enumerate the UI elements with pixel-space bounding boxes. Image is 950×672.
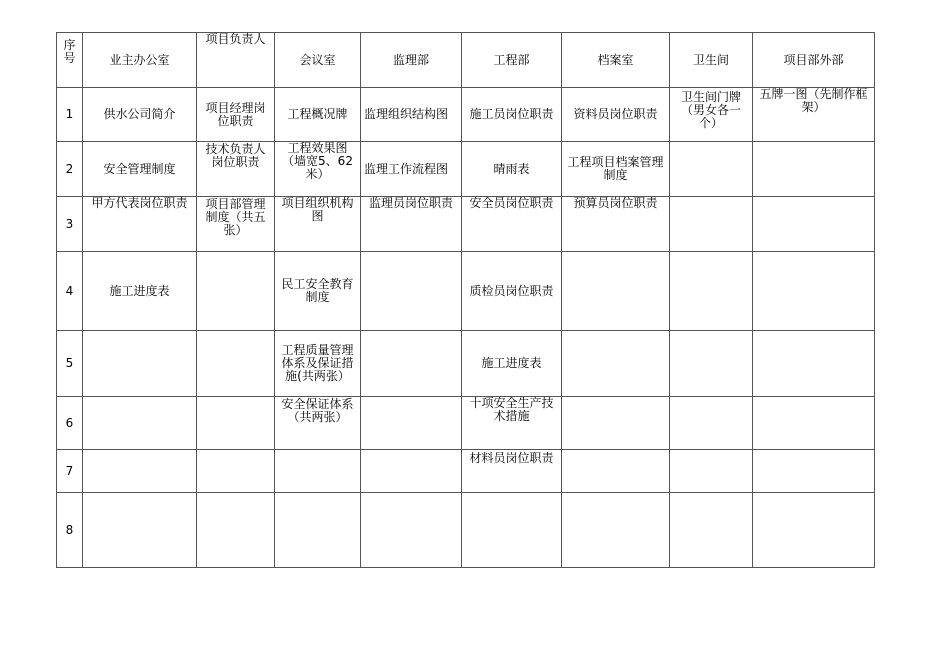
cell-project-manager	[197, 331, 275, 397]
cell-meeting-room	[275, 450, 361, 493]
header-restroom: 卫生间	[670, 33, 753, 88]
cell-restroom	[670, 197, 753, 252]
cell-outside-project-dept	[753, 450, 875, 493]
cell-restroom	[670, 493, 753, 568]
layout-table	[56, 32, 875, 568]
cell-engineering-dept: 施工进度表	[462, 331, 562, 397]
table-row	[57, 397, 875, 450]
cell-engineering-dept: 十项安全生产技术措施	[462, 397, 562, 450]
cell-owner-office	[83, 493, 197, 568]
cell-supervision-dept	[361, 252, 462, 331]
cell-project-manager	[197, 450, 275, 493]
header-meeting-room: 会议室	[275, 33, 361, 88]
header-project-manager: 项目负责人	[197, 33, 275, 88]
cell-project-manager	[197, 397, 275, 450]
header-owner-office: 业主办公室	[83, 33, 197, 88]
cell-owner-office: 供水公司简介	[83, 88, 197, 142]
table-row	[57, 142, 875, 197]
cell-engineering-dept	[462, 493, 562, 568]
cell-archive-room	[562, 252, 670, 331]
cell-supervision-dept	[361, 450, 462, 493]
table-row	[57, 88, 875, 142]
cell-archive-room	[562, 397, 670, 450]
cell-supervision-dept: 监理组织结构图	[361, 88, 462, 142]
cell-engineering-dept: 晴雨表	[462, 142, 562, 197]
row-index: 5	[57, 331, 83, 397]
cell-outside-project-dept	[753, 397, 875, 450]
cell-restroom: 卫生间门牌（男女各一个）	[670, 88, 753, 142]
cell-outside-project-dept	[753, 252, 875, 331]
header-supervision-dept: 监理部	[361, 33, 462, 88]
cell-meeting-room: 民工安全教育制度	[275, 252, 361, 331]
cell-archive-room	[562, 331, 670, 397]
cell-outside-project-dept	[753, 493, 875, 568]
cell-restroom	[670, 142, 753, 197]
header-index: 序号	[57, 33, 83, 88]
row-index: 4	[57, 252, 83, 331]
cell-archive-room	[562, 493, 670, 568]
cell-outside-project-dept	[753, 197, 875, 252]
cell-engineering-dept: 质检员岗位职责	[462, 252, 562, 331]
cell-owner-office: 施工进度表	[83, 252, 197, 331]
row-index: 2	[57, 142, 83, 197]
cell-outside-project-dept: 五牌一图（先制作框架）	[753, 88, 875, 142]
cell-restroom	[670, 450, 753, 493]
cell-owner-office	[83, 397, 197, 450]
cell-restroom	[670, 252, 753, 331]
cell-engineering-dept: 施工员岗位职责	[462, 88, 562, 142]
header-engineering-dept: 工程部	[462, 33, 562, 88]
cell-outside-project-dept	[753, 331, 875, 397]
cell-supervision-dept: 监理员岗位职责	[361, 197, 462, 252]
cell-owner-office: 安全管理制度	[83, 142, 197, 197]
cell-supervision-dept	[361, 331, 462, 397]
cell-meeting-room	[275, 493, 361, 568]
table-row	[57, 493, 875, 568]
header-outside-project-dept: 项目部外部	[753, 33, 875, 88]
cell-meeting-room: 安全保证体系（共两张）	[275, 397, 361, 450]
table-row	[57, 252, 875, 331]
cell-supervision-dept: 监理工作流程图	[361, 142, 462, 197]
cell-project-manager	[197, 493, 275, 568]
cell-supervision-dept	[361, 493, 462, 568]
header-archive-room: 档案室	[562, 33, 670, 88]
cell-archive-room: 工程项目档案管理制度	[562, 142, 670, 197]
cell-meeting-room: 项目组织机构图	[275, 197, 361, 252]
cell-archive-room	[562, 450, 670, 493]
cell-engineering-dept: 安全员岗位职责	[462, 197, 562, 252]
cell-archive-room: 预算员岗位职责	[562, 197, 670, 252]
cell-engineering-dept: 材料员岗位职责	[462, 450, 562, 493]
cell-meeting-room: 工程概况牌	[275, 88, 361, 142]
cell-owner-office: 甲方代表岗位职责	[83, 197, 197, 252]
row-index: 6	[57, 397, 83, 450]
row-index: 8	[57, 493, 83, 568]
cell-project-manager: 项目经理岗位职责	[197, 88, 275, 142]
row-index: 3	[57, 197, 83, 252]
cell-restroom	[670, 397, 753, 450]
cell-archive-room: 资料员岗位职责	[562, 88, 670, 142]
cell-supervision-dept	[361, 397, 462, 450]
cell-project-manager: 项目部管理制度（共五张）	[197, 197, 275, 252]
cell-owner-office	[83, 450, 197, 493]
table-row	[57, 331, 875, 397]
header-row	[57, 33, 875, 88]
cell-outside-project-dept	[753, 142, 875, 197]
row-index: 1	[57, 88, 83, 142]
cell-meeting-room: 工程效果图（墙宽5、62米）	[275, 142, 361, 197]
row-index: 7	[57, 450, 83, 493]
cell-project-manager: 技术负责人岗位职责	[197, 142, 275, 197]
cell-meeting-room: 工程质量管理体系及保证措施(共两张）	[275, 331, 361, 397]
cell-owner-office	[83, 331, 197, 397]
table-row	[57, 450, 875, 493]
table-row	[57, 197, 875, 252]
cell-restroom	[670, 331, 753, 397]
cell-project-manager	[197, 252, 275, 331]
